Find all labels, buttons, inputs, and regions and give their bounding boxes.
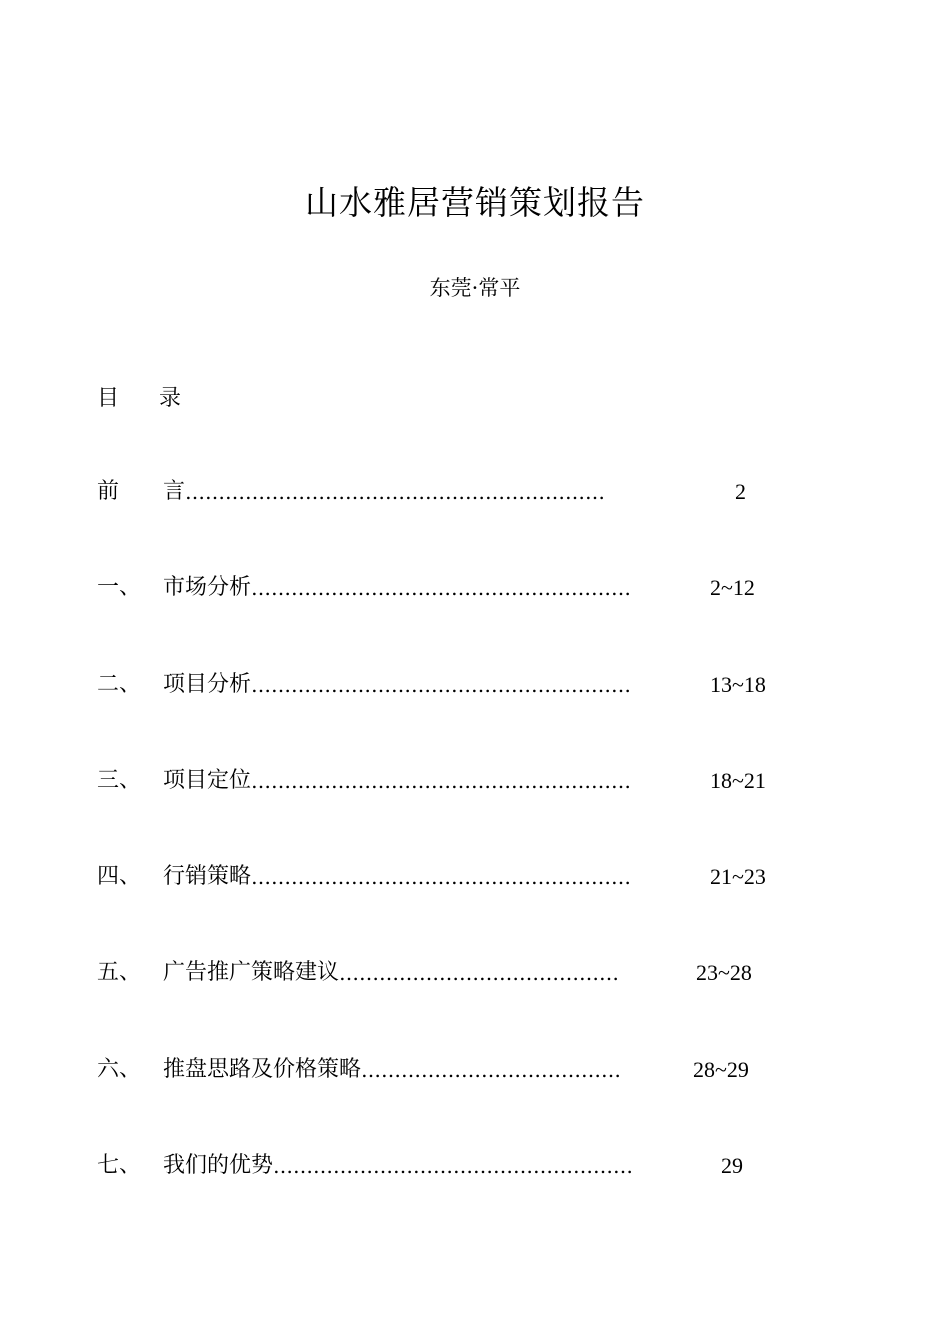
toc-entry-label: 项目定位 bbox=[163, 768, 252, 793]
toc-entry-number: 前 bbox=[97, 479, 120, 504]
toc-entry-2[interactable] bbox=[97, 669, 766, 701]
page-title: 山水雅居营销策划报告 bbox=[305, 183, 645, 222]
toc-entry-page: 28~29 bbox=[693, 1057, 749, 1082]
toc-entry-7[interactable] bbox=[97, 1150, 743, 1182]
toc-entry-label: 项目分析 bbox=[163, 672, 252, 697]
toc-leader-dots: ………………………………………………… bbox=[251, 576, 632, 600]
toc-entry-6[interactable] bbox=[97, 1054, 749, 1086]
page-subtitle: 东莞·常平 bbox=[429, 276, 521, 300]
toc-entry-preface[interactable] bbox=[97, 476, 746, 508]
toc-leader-dots: ……………………………………………… bbox=[273, 1154, 634, 1178]
toc-leader-dots: ………………………………………………… bbox=[251, 769, 632, 793]
toc-entry-page: 2 bbox=[735, 479, 747, 504]
toc-entry-page: 23~28 bbox=[696, 960, 752, 985]
toc-entry-1[interactable] bbox=[97, 572, 755, 604]
toc-entry-5[interactable] bbox=[97, 957, 752, 989]
toc-entry-number: 四、 bbox=[97, 864, 142, 889]
toc-entry-number: 一、 bbox=[97, 575, 142, 600]
toc-entry-label: 推盘思路及价格策略 bbox=[163, 1057, 362, 1082]
toc-entry-label: 我们的优势 bbox=[163, 1153, 274, 1178]
toc-entry-page: 29 bbox=[721, 1153, 744, 1178]
toc-leader-dots: …………………………………… bbox=[339, 961, 620, 985]
toc-entry-label: 行销策略 bbox=[163, 864, 252, 889]
toc-heading-right: 录 bbox=[159, 386, 182, 411]
toc-entry-page: 13~18 bbox=[710, 672, 766, 697]
toc-entry-number: 七、 bbox=[97, 1153, 142, 1178]
toc-heading bbox=[97, 383, 181, 415]
toc-entry-4[interactable] bbox=[97, 861, 766, 893]
toc-entry-page: 18~21 bbox=[710, 768, 766, 793]
toc-heading-left: 目 bbox=[97, 386, 120, 411]
toc-entry-number: 五、 bbox=[97, 960, 142, 985]
toc-entry-number: 三、 bbox=[97, 768, 142, 793]
toc-leader-dots: ………………………………………………… bbox=[251, 673, 632, 697]
toc-entry-page: 2~12 bbox=[710, 575, 755, 600]
toc-entry-3[interactable] bbox=[97, 765, 766, 797]
toc-entry-page: 21~23 bbox=[710, 864, 766, 889]
toc-leader-dots: ………………………………… bbox=[361, 1058, 622, 1082]
toc-leader-dots: ………………………………………………… bbox=[251, 865, 632, 889]
toc-leader-dots: ……………………………………………………… bbox=[185, 480, 606, 504]
toc-entry-label: 言 bbox=[163, 479, 186, 504]
toc-entry-label: 广告推广策略建议 bbox=[163, 960, 340, 985]
toc-entry-label: 市场分析 bbox=[163, 575, 252, 600]
toc-entry-number: 二、 bbox=[97, 672, 142, 697]
toc-entry-number: 六、 bbox=[97, 1057, 142, 1082]
